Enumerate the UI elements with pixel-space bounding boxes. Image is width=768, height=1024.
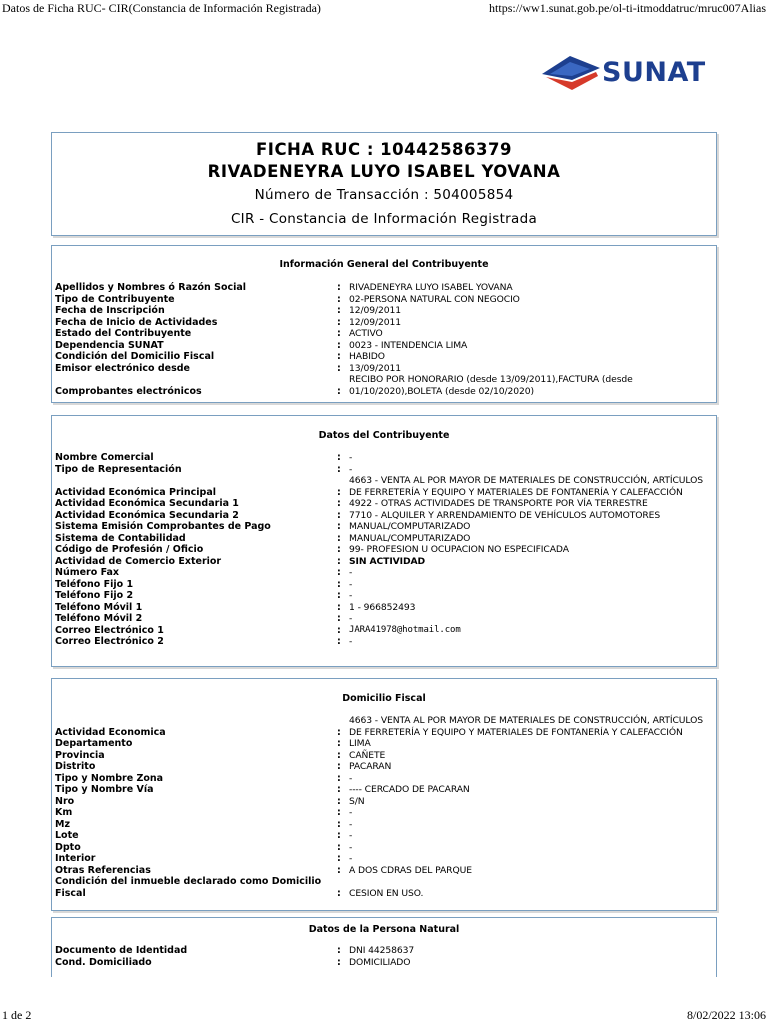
field-value: CAÑETE bbox=[349, 749, 386, 761]
field-row bbox=[55, 544, 712, 556]
field-label: Teléfono Móvil 2 bbox=[55, 613, 143, 624]
field-value: 02-PERSONA NATURAL CON NEGOCIO bbox=[349, 293, 520, 305]
field-value: SIN ACTIVIDAD bbox=[349, 555, 426, 567]
field-label: Actividad Economica bbox=[55, 726, 166, 738]
field-row bbox=[55, 464, 712, 476]
field-separator: : bbox=[337, 521, 341, 532]
field-value: S/N bbox=[349, 795, 365, 807]
print-header bbox=[0, 0, 768, 16]
field-value: 12/09/2011 bbox=[349, 305, 401, 316]
field-separator: : bbox=[337, 305, 341, 316]
field-row bbox=[55, 865, 712, 877]
field-separator: : bbox=[337, 351, 341, 362]
field-value: - bbox=[349, 807, 353, 818]
field-row bbox=[55, 602, 712, 614]
field-value: DNI 44258637 bbox=[349, 945, 415, 956]
field-separator: : bbox=[337, 945, 341, 956]
field-value: 99- PROFESION U OCUPACION NO ESPECIFICADA bbox=[349, 544, 569, 555]
field-row bbox=[55, 305, 712, 317]
field-value: RIVADENEYRA LUYO ISABEL YOVANA bbox=[349, 282, 513, 293]
field-row bbox=[55, 784, 712, 796]
field-label: Correo Electrónico 2 bbox=[55, 636, 164, 647]
field-row bbox=[55, 853, 712, 865]
field-value: CESION EN USO. bbox=[349, 887, 424, 899]
field-value: JARA41978@hotmail.com bbox=[349, 624, 461, 635]
field-separator: : bbox=[337, 738, 341, 749]
field-separator: : bbox=[337, 887, 341, 899]
field-separator: : bbox=[337, 567, 341, 578]
field-label: Documento de Identidad bbox=[55, 945, 188, 956]
field-row bbox=[55, 957, 712, 969]
field-separator: : bbox=[337, 328, 341, 339]
field-separator: : bbox=[337, 590, 341, 601]
field-row bbox=[55, 294, 712, 306]
section-title: Datos del Contribuyente bbox=[318, 430, 450, 441]
field-value: 4922 - OTRAS ACTIVIDADES DE TRANSPORTE POR VÍA TERRESTRE bbox=[349, 498, 648, 509]
field-separator: : bbox=[337, 282, 341, 293]
field-label: Tipo y Nombre Vía bbox=[55, 784, 154, 795]
field-label: Cond. Domiciliado bbox=[55, 956, 152, 968]
field-value: - bbox=[349, 636, 353, 647]
field-separator: : bbox=[337, 498, 341, 509]
field-row bbox=[55, 590, 712, 602]
field-separator: : bbox=[337, 749, 341, 761]
field-row bbox=[55, 475, 712, 498]
field-label: Actividad Económica Secundaria 1 bbox=[55, 498, 239, 509]
field-label: Apellidos y Nombres ó Razón Social bbox=[55, 282, 247, 293]
field-separator: : bbox=[337, 784, 341, 795]
field-label: Departamento bbox=[55, 738, 133, 749]
field-row bbox=[55, 636, 712, 648]
field-separator: : bbox=[337, 726, 341, 738]
field-label: Actividad de Comercio Exterior bbox=[55, 555, 222, 567]
field-separator: : bbox=[337, 601, 341, 613]
field-label: Nombre Comercial bbox=[55, 452, 154, 463]
field-label: Condición del inmueble declarado como Domicilio Fiscal bbox=[55, 876, 322, 899]
field-value: ---- CERCADO DE PACARAN bbox=[349, 784, 470, 795]
field-row bbox=[55, 625, 712, 637]
field-label: Tipo de Contribuyente bbox=[55, 293, 175, 305]
ficha-header-box bbox=[51, 132, 717, 236]
field-value: 12/09/2011 bbox=[349, 316, 401, 328]
field-row bbox=[55, 715, 712, 738]
sunat-logo bbox=[540, 50, 718, 96]
section-title: Datos de la Persona Natural bbox=[308, 924, 460, 935]
field-label: Km bbox=[55, 807, 73, 818]
field-value: 0023 - INTENDENCIA LIMA bbox=[349, 339, 468, 351]
field-label: Fecha de Inscripción bbox=[55, 305, 165, 316]
field-value: MANUAL/COMPUTARIZADO bbox=[349, 521, 471, 532]
field-separator: : bbox=[337, 772, 341, 784]
field-label: Interior bbox=[55, 853, 96, 864]
field-label: Provincia bbox=[55, 749, 105, 761]
field-separator: : bbox=[337, 385, 341, 397]
field-label: Actividad Económica Principal bbox=[55, 486, 217, 498]
field-label: Tipo y Nombre Zona bbox=[55, 772, 164, 784]
field-separator: : bbox=[337, 795, 341, 807]
field-row bbox=[55, 567, 712, 579]
field-label: Condición del Domicilio Fiscal bbox=[55, 351, 215, 362]
field-value: - bbox=[349, 818, 353, 830]
field-separator: : bbox=[337, 339, 341, 351]
field-row bbox=[55, 750, 712, 762]
datos-contribuyente-rows bbox=[55, 452, 712, 648]
field-value: A DOS CDRAS DEL PARQUE bbox=[349, 864, 472, 876]
field-value: 13/09/2011 bbox=[349, 362, 401, 374]
field-row bbox=[55, 945, 712, 957]
field-separator: : bbox=[337, 818, 341, 830]
page-count: 1 de 2 bbox=[2, 1008, 32, 1022]
field-value: - bbox=[349, 841, 353, 853]
print-header-url: https://ww1.sunat.gob.pe/ol-ti-itmoddatruc/mruc007Alias bbox=[489, 1, 766, 15]
field-separator: : bbox=[337, 532, 341, 544]
field-row bbox=[55, 282, 712, 294]
field-value: PACARAN bbox=[349, 761, 392, 772]
field-row bbox=[55, 340, 712, 352]
field-value: - bbox=[349, 590, 353, 601]
field-value: HABIDO bbox=[349, 351, 385, 362]
field-label: Distrito bbox=[55, 761, 96, 772]
field-label: Estado del Contribuyente bbox=[55, 328, 192, 339]
field-label: Número Fax bbox=[55, 567, 120, 578]
field-row bbox=[55, 796, 712, 808]
field-label: Mz bbox=[55, 818, 70, 830]
field-row bbox=[55, 374, 712, 397]
field-value: - bbox=[349, 613, 353, 624]
field-row bbox=[55, 521, 712, 533]
field-value: 4663 - VENTA AL POR MAYOR DE MATERIALES DE CONSTRUCCIÓN, ARTÍCULOS DE FERRETERÍA Y EQUIPO Y MATERIALES DE FONTANERÍA Y CALEFACCIÓN bbox=[349, 475, 703, 498]
field-row bbox=[55, 819, 712, 831]
field-value: 1 - 966852493 bbox=[349, 601, 416, 613]
field-row bbox=[55, 842, 712, 854]
field-label: Teléfono Móvil 1 bbox=[55, 601, 143, 613]
field-separator: : bbox=[337, 864, 341, 876]
persona-natural-rows bbox=[55, 945, 712, 968]
field-row bbox=[55, 452, 712, 464]
field-value: - bbox=[349, 452, 353, 463]
persona-natural-section bbox=[51, 917, 717, 977]
field-separator: : bbox=[337, 578, 341, 590]
field-separator: : bbox=[337, 624, 341, 636]
field-label: Otras Referencias bbox=[55, 864, 151, 876]
taxpayer-name: RIVADENEYRA LUYO ISABEL YOVANA bbox=[207, 162, 561, 181]
print-footer bbox=[0, 1006, 768, 1024]
field-label: Correo Electrónico 1 bbox=[55, 624, 164, 636]
domicilio-fiscal-section bbox=[51, 678, 717, 911]
field-value: - bbox=[349, 853, 353, 864]
field-separator: : bbox=[337, 463, 341, 475]
field-separator: : bbox=[337, 362, 341, 374]
field-row bbox=[55, 498, 712, 510]
field-row bbox=[55, 613, 712, 625]
info-general-rows bbox=[55, 282, 712, 397]
field-label: Sistema Emisión Comprobantes de Pago bbox=[55, 521, 271, 532]
field-row bbox=[55, 556, 712, 568]
section-title: Domicilio Fiscal bbox=[342, 693, 426, 704]
datos-contribuyente-section bbox=[51, 415, 717, 667]
field-value: MANUAL/COMPUTARIZADO bbox=[349, 532, 471, 544]
info-general-section bbox=[51, 245, 717, 403]
cir-subtitle: CIR - Constancia de Información Registrada bbox=[230, 211, 538, 227]
field-value: LIMA bbox=[349, 738, 371, 749]
field-separator: : bbox=[337, 316, 341, 328]
field-separator: : bbox=[337, 452, 341, 463]
field-separator: : bbox=[337, 613, 341, 624]
field-label: Teléfono Fijo 2 bbox=[55, 590, 134, 601]
field-value: - bbox=[349, 567, 353, 578]
field-separator: : bbox=[337, 830, 341, 841]
field-row bbox=[55, 876, 712, 899]
field-label: Dependencia SUNAT bbox=[55, 339, 164, 351]
field-row bbox=[55, 807, 712, 819]
field-value: 4663 - VENTA AL POR MAYOR DE MATERIALES DE CONSTRUCCIÓN, ARTÍCULOS DE FERRETERÍA Y EQUIPO Y MATERIALES DE FONTANERÍA Y CALEFACCIÓN bbox=[349, 715, 703, 738]
field-label: Actividad Económica Secundaria 2 bbox=[55, 509, 239, 521]
field-value: - bbox=[349, 578, 353, 590]
domicilio-fiscal-rows bbox=[55, 715, 712, 899]
field-value: DOMICILIADO bbox=[349, 956, 411, 968]
field-row bbox=[55, 533, 712, 545]
field-row bbox=[55, 328, 712, 340]
field-separator: : bbox=[337, 761, 341, 772]
field-label: Sistema de Contabilidad bbox=[55, 532, 186, 544]
sunat-logo-icon bbox=[540, 50, 602, 96]
field-label: Tipo de Representación bbox=[55, 463, 182, 475]
field-row bbox=[55, 773, 712, 785]
field-separator: : bbox=[337, 956, 341, 968]
field-separator: : bbox=[337, 293, 341, 305]
field-separator: : bbox=[337, 841, 341, 853]
field-row bbox=[55, 351, 712, 363]
field-separator: : bbox=[337, 807, 341, 818]
field-row bbox=[55, 830, 712, 842]
field-value: - bbox=[349, 772, 353, 784]
field-label: Código de Profesión / Oficio bbox=[55, 544, 204, 555]
field-row bbox=[55, 579, 712, 591]
field-value: - bbox=[349, 830, 353, 841]
field-label: Nro bbox=[55, 795, 75, 807]
field-separator: : bbox=[337, 486, 341, 498]
ficha-ruc-title: FICHA RUC : 10442586379 bbox=[256, 140, 512, 159]
field-separator: : bbox=[337, 853, 341, 864]
field-value: ACTIVO bbox=[349, 328, 383, 339]
field-row bbox=[55, 738, 712, 750]
field-row bbox=[55, 510, 712, 522]
field-value: 7710 - ALQUILER Y ARRENDAMIENTO DE VEHÍCULOS AUTOMOTORES bbox=[349, 509, 661, 521]
print-header-title: Datos de Ficha RUC- CIR(Constancia de Información Registrada) bbox=[2, 1, 321, 15]
print-date: 8/02/2022 13:06 bbox=[686, 1008, 766, 1022]
field-value: - bbox=[349, 463, 353, 475]
field-row bbox=[55, 761, 712, 773]
field-separator: : bbox=[337, 636, 341, 647]
field-label: Comprobantes electrónicos bbox=[55, 385, 202, 397]
section-title: Información General del Contribuyente bbox=[279, 259, 489, 270]
sunat-logo-text: SUNAT bbox=[602, 57, 706, 88]
field-label: Teléfono Fijo 1 bbox=[55, 578, 134, 590]
field-value: RECIBO POR HONORARIO (desde 13/09/2011),FACTURA (desde 01/10/2020),BOLETA (desde 02/10/2020) bbox=[349, 374, 633, 397]
field-row bbox=[55, 317, 712, 329]
field-label: Dpto bbox=[55, 841, 81, 853]
field-separator: : bbox=[337, 544, 341, 555]
field-label: Emisor electrónico desde bbox=[55, 362, 190, 374]
field-label: Fecha de Inicio de Actividades bbox=[55, 316, 218, 328]
field-row bbox=[55, 363, 712, 375]
field-label: Lote bbox=[55, 830, 79, 841]
transaction-number: Número de Transacción : 504005854 bbox=[254, 187, 514, 203]
field-separator: : bbox=[337, 509, 341, 521]
field-separator: : bbox=[337, 555, 341, 567]
